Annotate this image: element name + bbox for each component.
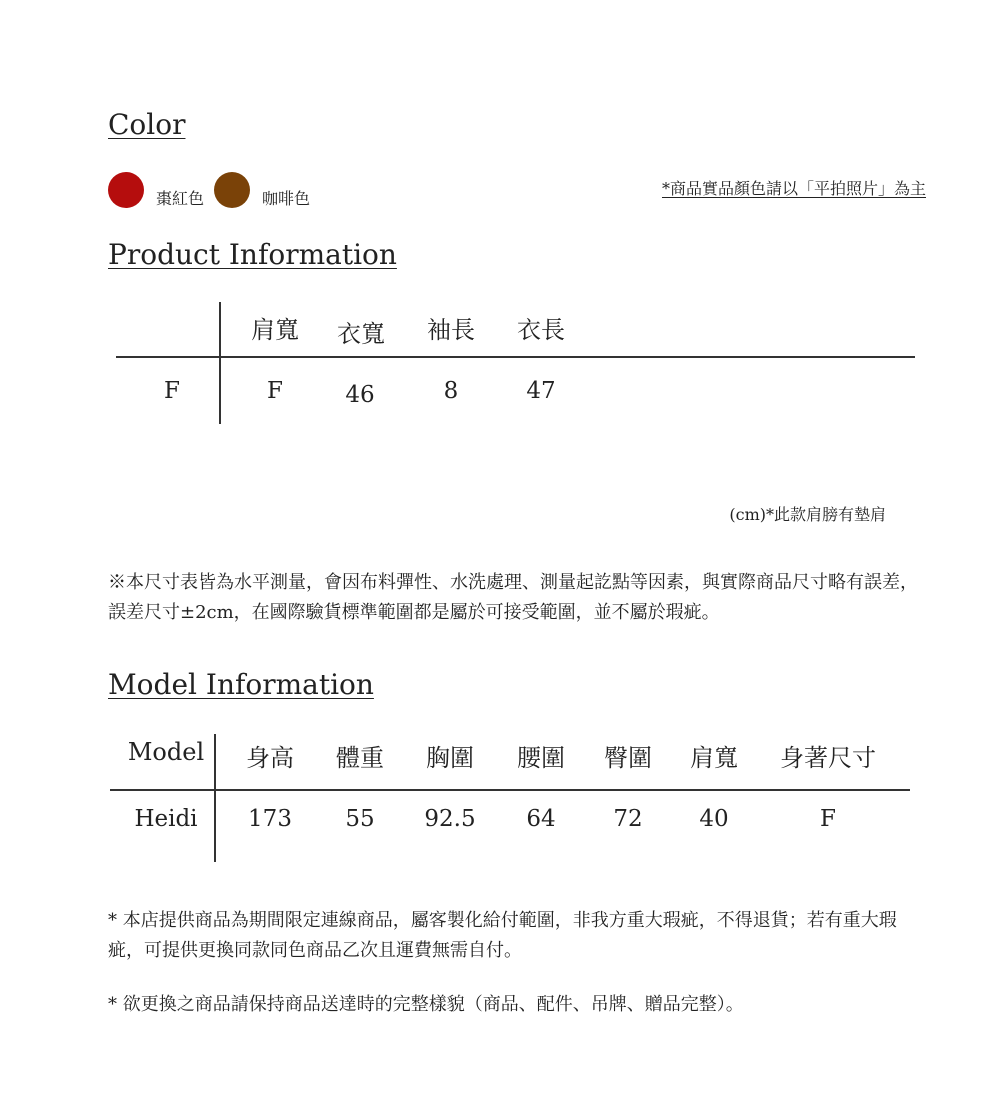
product-value-length: 47: [526, 378, 556, 404]
color-swatch-red[interactable]: [108, 172, 144, 208]
product-col-length: 衣長: [517, 316, 565, 344]
unit-note: (cm)*此款肩膀有墊肩: [729, 505, 886, 524]
model-table-vertical-rule: [214, 734, 216, 862]
model-col-waist: 腰圍: [517, 744, 565, 772]
model-corner-label: Model: [127, 738, 205, 766]
product-col-shoulder: 肩寬: [251, 316, 299, 344]
color-label-brown: 咖啡色: [262, 189, 311, 208]
model-value-bust: 92.5: [424, 806, 476, 832]
model-value-size-worn: F: [820, 806, 836, 832]
model-value-waist: 64: [526, 806, 556, 832]
model-col-bust: 胸圍: [426, 744, 474, 772]
color-swatch-brown[interactable]: [214, 172, 250, 208]
model-info-heading: Model Information: [108, 668, 374, 701]
color-label-red: 棗紅色: [156, 189, 205, 208]
model-col-hips: 臀圍: [604, 744, 652, 772]
product-value-chest: 46: [345, 382, 375, 408]
model-col-shoulder: 肩寬: [690, 744, 738, 772]
color-note: *商品實品顏色請以「平拍照片」為主: [661, 179, 926, 198]
product-table-horizontal-rule: [116, 356, 915, 358]
return-policy-note: * 本店提供商品為期間限定連線商品，屬客製化給付範圍，非我方重大瑕疵，不得退貨；若有重大瑕疵，可提供更換同款同色商品乙次且運費無需自付。: [108, 910, 897, 961]
model-col-size-worn: 身著尺寸: [780, 744, 876, 772]
product-col-sleeve: 袖長: [427, 316, 475, 344]
measurement-disclaimer: ※本尺寸表皆為水平測量，會因布料彈性、水洗處理、測量起訖點等因素，與實際商品尺寸略有誤差，誤差尺寸±2cm，在國際驗貨標準範圍都是屬於可接受範圍，並不屬於瑕疵。: [108, 572, 918, 623]
model-value-weight: 55: [345, 806, 375, 832]
product-col-chest: 衣寬: [337, 320, 385, 348]
model-table-horizontal-rule: [110, 789, 910, 791]
model-name: Heidi: [134, 806, 198, 832]
model-value-shoulder: 40: [699, 806, 729, 832]
product-table-vertical-rule: [219, 302, 221, 424]
product-value-sleeve: 8: [443, 378, 459, 404]
model-col-weight: 體重: [336, 744, 384, 772]
product-size-label: F: [164, 378, 180, 404]
model-value-hips: 72: [613, 806, 643, 832]
model-value-height: 173: [248, 806, 292, 832]
product-info-heading: Product Information: [108, 238, 397, 271]
exchange-condition-note: * 欲更換之商品請保持商品送達時的完整樣貌（商品、配件、吊牌、贈品完整）。: [108, 994, 744, 1015]
product-value-shoulder: F: [267, 378, 283, 404]
color-heading: Color: [108, 108, 186, 141]
model-col-height: 身高: [246, 744, 294, 772]
